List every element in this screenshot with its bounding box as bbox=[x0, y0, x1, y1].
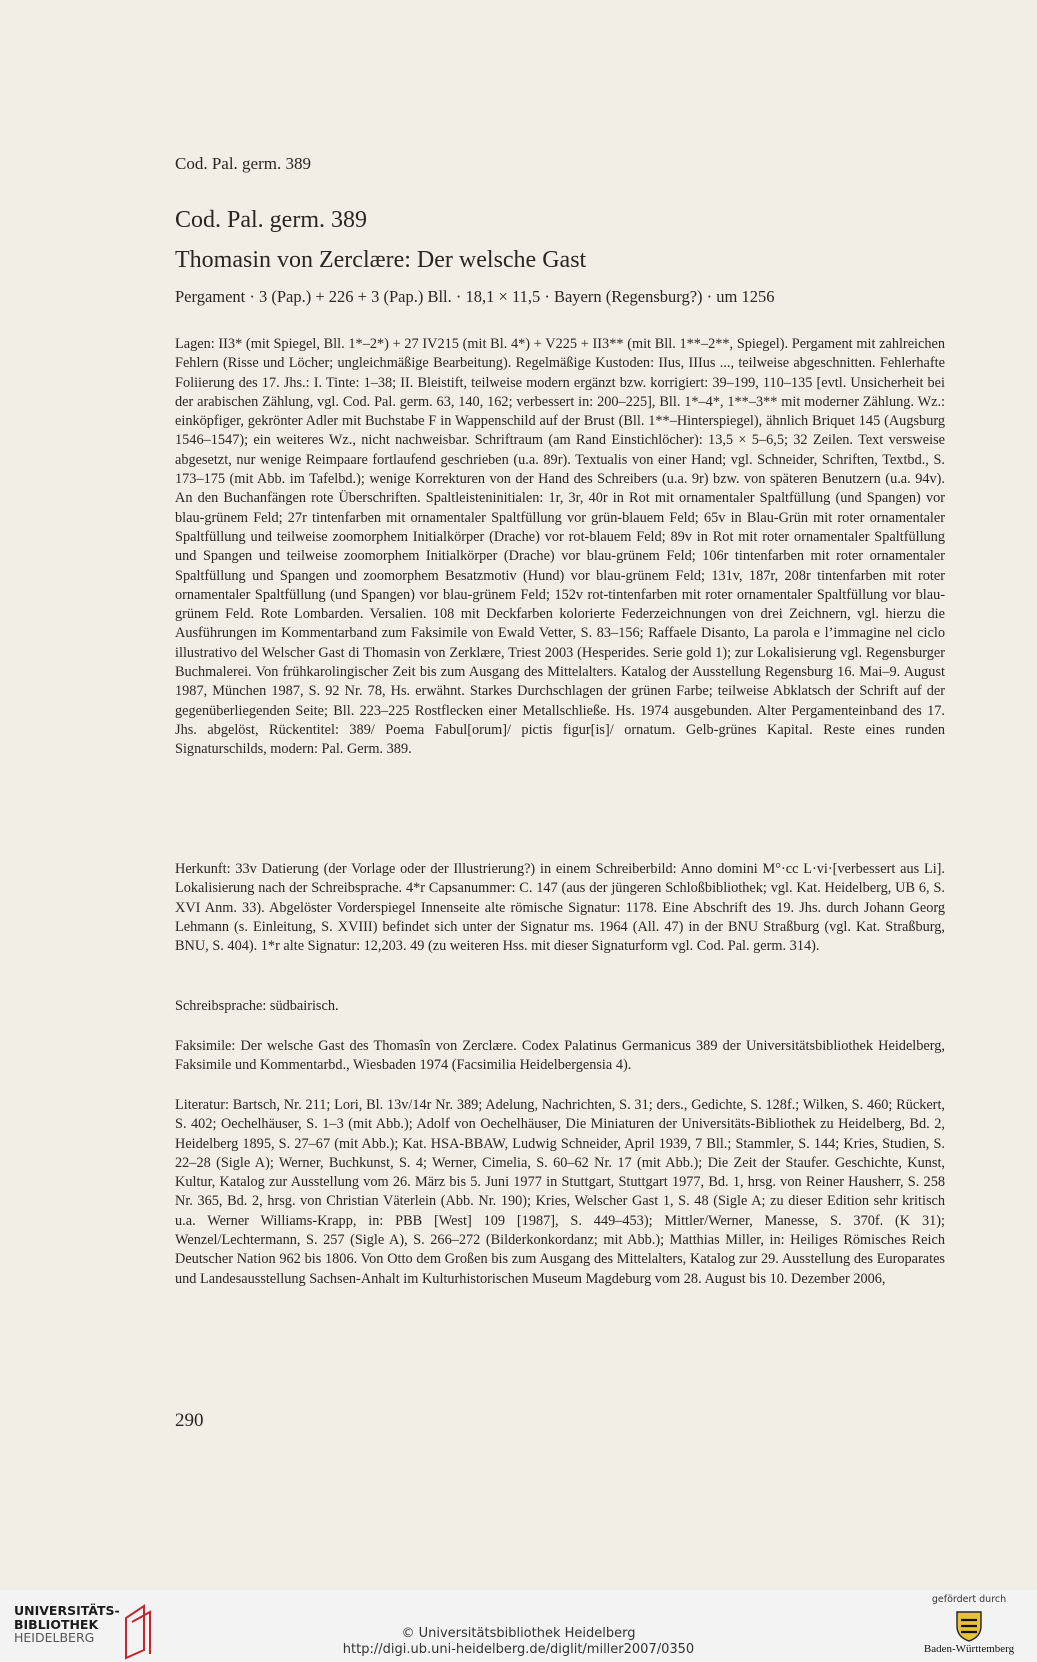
library-name-line3: HEIDELBERG bbox=[14, 1630, 95, 1645]
library-name-line2: BIBLIOTHEK bbox=[14, 1616, 99, 1632]
funder-name: Baden-Württemberg bbox=[923, 1643, 1015, 1655]
running-head: Cod. Pal. germ. 389 bbox=[175, 154, 311, 173]
coat-of-arms-icon bbox=[954, 1608, 984, 1642]
page-number: 290 bbox=[175, 1410, 204, 1431]
funded-by-label: gefördert durch bbox=[931, 1594, 1007, 1605]
faksimile-paragraph: Faksimile: Der welsche Gast des Thomasîn von Zerclære. Codex Palatinus Germanicus 389 der Universitätsbibliothek Heidelberg, Faksimile und Kommentarbd., Wiesbaden 1974 (Facsimilia Heidelbergensia 4). bbox=[175, 1038, 945, 1074]
library-name-line1: UNIVERSITÄTS- bbox=[14, 1603, 120, 1618]
lagen-paragraph: Lagen: II3* (mit Spiegel, Bll. 1*–2*) + 27 IV215 (mit Bl. 4*) + V225 + II3** (mit Bll. 1**–2**, Spiegel). Pergament mit zahlreichen Fehlern (Risse und Löcher; ungleichmäßige Bearbeitung). Regelmäßige Kustoden: IIus, IIIus ..., teilweise abgeschnitten. Fehlerhafte Foliierung des 17. Jhs.: I. Tinte: 1–38; II. Bleistift, teilweise modern ergänzt bzw. korrigiert: 39–199, 110–135 [evtl. Unsicherheit bei der arabischen Zählung, vgl. Cod. Pal. germ. 63, 140, 162; verbessert in: 200–225], Bll. 1*–4*, 1**–3** mit moderner Zählung. Wz.: einköpfiger, gekrönter Adler mit Buchstabe F in Wappenschild auf der Brust (Bll. 1**–Hinterspiegel), ähnlich Briquet 145 (Augsburg 1546–1547); ein weiteres Wz., nicht nachweisbar. Schriftraum (am Rand Einstichlöcher): 13,5 × 5–6,5; 32 Zeilen. Text versweise abgesetzt, nur wenige Reimpaare fortlaufend geschrieben (u.a. 89r). Textualis von einer Hand; vgl. Schneider, Schriften, Textbd., S. 173–175 (mit Abb. im Tafelbd.); wenige Korrekturen von der Hand des Schreibers (u.a. 9r) bzw. von späteren Benutzern (u.a. 94v). An den Buchanfängen rote Überschriften. Spaltleisteninitialen: 1r, 3r, 40r in Rot mit ornamentaler Spaltfüllung (und Spangen) vor blau-grünem Feld; 27r tintenfarben mit ornamentaler Spaltfüllung vor grün-blauem Feld; 65v in Blau-Grün mit roter ornamentaler Spaltfüllung und teilweise zoomorphem Initialkörper (Drache) vor rot-blauem Feld; 89v in Rot mit roter ornamentaler Spaltfüllung und Spangen und teilweise zoomorphem Initialkörper (Drache) vor blau-grünem Feld; 106r tintenfarben mit roter ornamentaler Spaltfüllung und Spangen und zoomorphem Besatzmotiv (Hund) vor blau-grünem Feld; 131v, 187r, 208r tintenfarben mit roter ornamentaler Spaltfüllung (und Spangen) vor blau-grünem Feld; 152v rot-tintenfarben mit roter ornamentaler Spaltfüllung vor blau-grünem Feld. Rote Lombarden. Versalien. 108 mit Deckfarben kolorierte Federzeichnungen von drei Zeichnern, vgl. hierzu die Ausführungen im Kommentarband zum Faksimile von Ewald Vetter, S. 83–156; Raffaele Disanto, La parola e l’immagine nel ciclo illustrativo del Welscher Gast di Thomasin von Zerklære, Triest 2003 (Hesperides. Serie gold 1); zur Lokalisierung vgl. Regensburger Buchmalerei. Von frühkarolingischer Zeit bis zum Ausgang des Mittelalters. Katalog der Ausstellung Regensburg 16. Mai–9. August 1987, München 1987, S. 92 Nr. 78, Hs. erwähnt. Starkes Durchschlagen der grünen Farbe; teilweise Abklatsch der Schrift auf der gegenüberliegenden Seite; Bll. 223–225 Rostflecken einer Metallschließe. Hs. 1974 ausgebunden. Alter Pergamenteinband des 17. Jhs. abgelöst, Rückentitel: 389/ Poema Fabul[orum]/ pictis figur[is]/ ornatum. Gelb-grünes Kapital. Reste eines runden Signaturschilds, modern: Pal. Germ. 389. bbox=[175, 336, 945, 758]
footer-bar bbox=[0, 1590, 1037, 1662]
literatur-paragraph: Literatur: Bartsch, Nr. 211; Lori, Bl. 13v/14r Nr. 389; Adelung, Nachrichten, S. 31; ders., Gedichte, S. 128f.; Wilken, S. 460; Rückert, S. 402; Oechelhäuser, S. 1–3 (mit Abb.); Adolf von Oechelhäuser, Die Miniaturen der Universitäts-Bibliothek zu Heidelberg, Bd. 2, Heidelberg 1895, S. 27–67 (mit Abb.); Kat. HSA-BBAW, Ludwig Schneider, April 1939, 7 Bll.; Stammler, S. 144; Kries, Studien, S. 22–28 (Sigle A); Werner, Buchkunst, S. 4; Werner, Cimelia, S. 60–62 Nr. 17 (mit Abb.); Die Zeit der Staufer. Geschichte, Kunst, Kultur, Katalog zur Ausstellung vom 26. März bis 5. Juni 1977 in Stuttgart, Stuttgart 1977, Bd. 1, hrsg. von Reiner Hausherr, S. 258 Nr. 365, Bd. 2, hrsg. von Christian Väterlein (Abb. Nr. 190); Kries, Welscher Gast 1, S. 48 (Sigle A; zu dieser Edition sehr kritisch u.a. Werner Williams-Krapp, in: PBB [West] 109 [1987], S. 449–453); Mittler/Werner, Manesse, S. 370f. (K 31); Wenzel/Lechtermann, S. 257 (Sigle A), S. 266–272 (Bilderkonkordanz; mit Abb.); Matthias Miller, in: Heiliges Römisches Reich Deutscher Nation 962 bis 1806. Von Otto dem Großen bis zum Ausgang des Mittelalters, Katalog zur 29. Ausstellung des Europarates und Landesausstellung Sachsen-Anhalt im Kulturhistorischen Museum Magdeburg vom 28. August bis 10. Dezember 2006, bbox=[175, 1097, 945, 1287]
schreibsprache-paragraph: Schreibsprache: südbairisch. bbox=[175, 998, 339, 1014]
description-line: Pergament · 3 (Pap.) + 226 + 3 (Pap.) Bll. · 18,1 × 11,5 · Bayern (Regensburg?) · um 1256 bbox=[175, 287, 775, 306]
copyright-text: © Universitätsbibliothek Heidelberg bbox=[401, 1626, 636, 1641]
source-url-link[interactable]: http://digi.ub.uni-heidelberg.de/diglit/miller2007/0350 bbox=[342, 1642, 695, 1657]
work-title: Thomasin von Zerclære: Der welsche Gast bbox=[175, 247, 587, 273]
manuscript-title: Cod. Pal. germ. 389 bbox=[175, 207, 367, 233]
funder-block bbox=[919, 1594, 1019, 1655]
herkunft-paragraph: Herkunft: 33v Datierung (der Vorlage oder der Illustrierung?) in einem Schreiberbild: Anno domini M°·cc L·vi·[verbessert aus Li]. Lokalisierung nach der Schreibsprache. 4*r Capsanummer: C. 147 (aus der jüngeren Schloßbibliothek; vgl. Kat. Heidelberg, UB 6, S. XVI Anm. 33). Abgelöster Vorderspiegel Innenseite alte römische Signatur: 1178. Eine Abschrift des 19. Jhs. durch Johann Georg Lehmann (s. Einleitung, S. XVIII) befindet sich unter der Signatur ms. 1964 (All. 47) in der BNU Straßburg (vgl. Kat. Straßburg, BNU, S. 404). 1*r alte Signatur: 12,203. 49 (zu weiteren Hss. mit dieser Signaturform vgl. Cod. Pal. germ. 314). bbox=[175, 861, 945, 955]
